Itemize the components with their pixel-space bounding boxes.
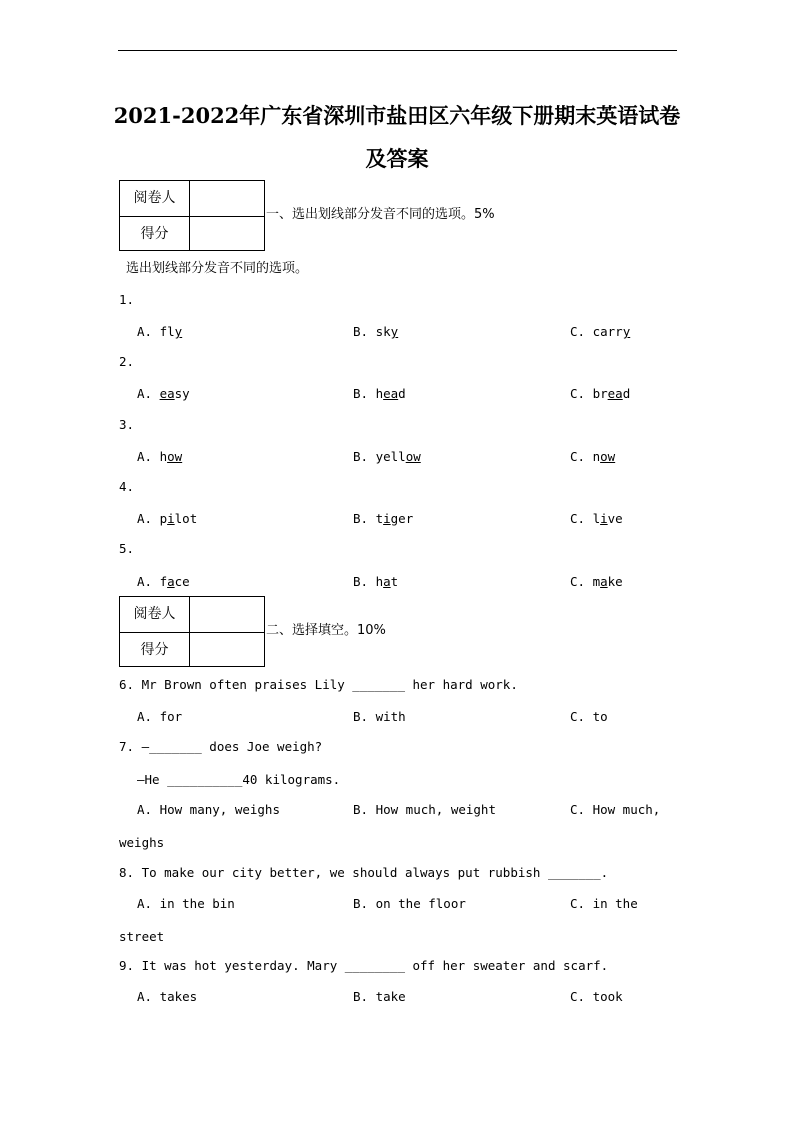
question-stem: 6. Mr Brown often praises Lily _______ her hard work. — [119, 677, 518, 692]
option-a: A. easy — [137, 386, 190, 401]
reviewer-label: 阅卷人 — [133, 190, 176, 206]
section-1-heading: 一、选出划线部分发音不同的选项。5% — [266, 207, 495, 222]
score-label: 得分 — [140, 642, 169, 658]
option-a: A. pilot — [137, 511, 198, 526]
option-a: A. for — [137, 709, 183, 724]
option-b: B. hat — [353, 574, 399, 589]
score-label: 得分 — [140, 226, 169, 242]
option-c: C. How much, — [570, 802, 661, 817]
section-1-instruction: 选出划线部分发音不同的选项。 — [126, 261, 309, 276]
score-table-1 — [119, 180, 265, 251]
option-b: B. tiger — [353, 511, 414, 526]
option-b: B. yellow — [353, 449, 421, 464]
option-a: A. fly — [137, 324, 183, 339]
page-title-cont: 及答案 — [365, 146, 429, 171]
header-rule — [118, 50, 677, 51]
page-title: 2021-2022年广东省深圳市盐田区六年级下册期末英语试卷 — [113, 103, 681, 128]
option-b: B. with — [353, 709, 406, 724]
option-c: C. live — [570, 511, 623, 526]
option-b: B. head — [353, 386, 406, 401]
question-stem: 7. —_______ does Joe weigh? — [119, 739, 323, 754]
question-number: 1. — [119, 292, 135, 307]
option-b: B. sky — [353, 324, 399, 339]
option-c: C. in the — [570, 896, 638, 911]
option-c: C. bread — [570, 386, 631, 401]
option-b: B. How much, weight — [353, 802, 496, 817]
option-c-cont: weighs — [119, 835, 165, 850]
option-a: A. in the bin — [137, 896, 235, 911]
question-stem: 8. To make our city better, we should always put rubbish _______. — [119, 865, 609, 880]
question-number: 4. — [119, 479, 135, 494]
option-b: B. take — [353, 989, 406, 1004]
score-table-2 — [119, 596, 265, 667]
option-a: A. face — [137, 574, 190, 589]
section-2-heading: 二、选择填空。10% — [266, 623, 386, 638]
option-a: A. takes — [137, 989, 198, 1004]
option-a: A. how — [137, 449, 183, 464]
option-c: C. make — [570, 574, 623, 589]
reviewer-label: 阅卷人 — [133, 606, 176, 622]
option-c: C. carry — [570, 324, 631, 339]
question-stem-cont: —He __________40 kilograms. — [137, 772, 341, 787]
question-stem: 9. It was hot yesterday. Mary ________ off her sweater and scarf. — [119, 958, 609, 973]
option-c-cont: street — [119, 929, 165, 944]
question-number: 5. — [119, 541, 135, 556]
question-number: 2. — [119, 354, 135, 369]
option-b: B. on the floor — [353, 896, 466, 911]
option-c: C. took — [570, 989, 623, 1004]
option-a: A. How many, weighs — [137, 802, 280, 817]
question-number: 3. — [119, 417, 135, 432]
option-c: C. to — [570, 709, 608, 724]
option-c: C. now — [570, 449, 616, 464]
